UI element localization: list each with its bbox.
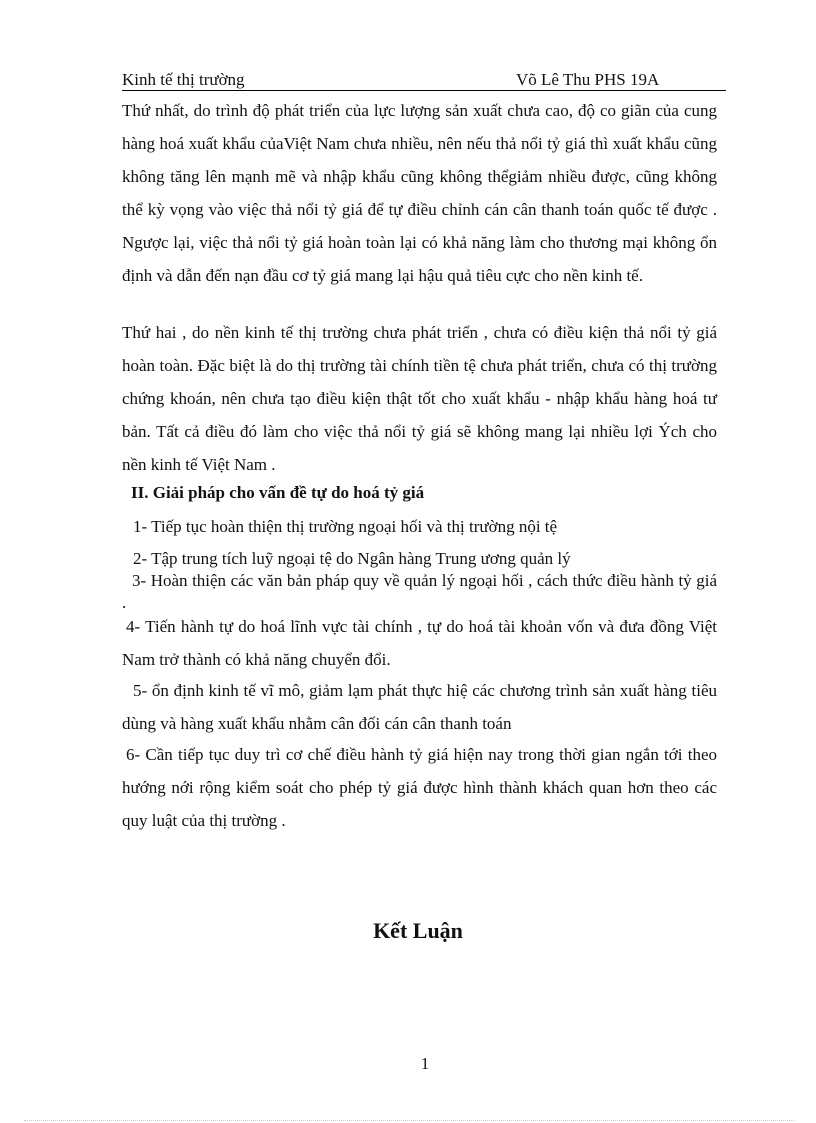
solution-item-2: 2- Tập trung tích luỹ ngoại tệ do Ngân hàng Trung ương quản lý [133,549,571,568]
page-bottom-rule [24,1120,794,1121]
solution-item-3: 3- Hoàn thiện các văn bản pháp quy về quản lý ngoại hối , cách thức điều hành tỷ giá . [122,571,717,612]
page-number: 1 [420,1054,430,1073]
solution-item-6: 6- Cần tiếp tục duy trì cơ chế điều hành tỷ giá hiện nay trong thời gian ngắn tới theo hướng nới rộng kiểm soát cho phép tỷ giá được hình thành khách quan hơn theo các quy luật của thị trường . [122,745,717,830]
paragraph-text: Thứ hai , do nền kinh tế thị trường chưa phát triển , chưa có điều kiện thả nổi tỷ giá hoàn toàn. Đặc biệt là do thị trường tài chính tiền tệ chưa phát triển, chưa có thị trường chứng khoán, nên chưa tạo điều kiện thật tốt cho xuất khẩu - nhập khẩu hàng hoá tư bản. Tất cả điều đó làm cho việc thả nổi tỷ giá sẽ không mang lại nhiều lợi Ých cho nền kinh tế Việt Nam . [122,323,717,474]
section-heading: II. Giải pháp cho vấn đề tự do hoá tỷ giá [131,483,425,502]
paragraph-text: Thứ nhất, do trình độ phát triển của lực lượng sản xuất chưa cao, độ co giãn của cung hàng hoá xuất khẩu củaViệt Nam chưa nhiều, nên nếu thả nổi tỷ giá thì xuất khẩu cũng không tăng lên mạnh mẽ và nhập khẩu cũng không thểgiảm nhiều được, cũng không thể kỳ vọng vào việc thả nổi tỷ giá để tự điều chỉnh cán cân thanh toán quốc tế được . Ngược lại, việc thả nổi tỷ giá hoàn toàn lại có khả năng làm cho thương mại không ổn định và dẫn đến nạn đầu cơ tỷ giá mang lại hậu quả tiêu cực cho nền kinh tế. [122,101,717,285]
solution-item-1: 1- Tiếp tục hoàn thiện thị trường ngoại hối và thị trường nội tệ [133,517,558,536]
paragraph-first-reason [122,94,717,292]
conclusion-title: Kết Luận [373,918,463,943]
solution-item-5: 5- ổn định kinh tế vĩ mô, giảm lạm phát thực hiệ các chương trình sản xuất hàng tiêu dùng và hàng xuất khẩu nhằm cân đối cán cân thanh toán [122,681,717,733]
header-author: Võ Lê Thu PHS 19A [516,70,660,89]
page-header [122,70,726,91]
paragraph-second-reason [122,316,717,481]
solution-item-4: 4- Tiến hành tự do hoá lĩnh vực tài chính , tự do hoá tài khoản vốn và đưa đồng Việt Nam trở thành có khả năng chuyển đổi. [122,617,717,669]
header-subject: Kinh tế thị trường [122,70,245,89]
